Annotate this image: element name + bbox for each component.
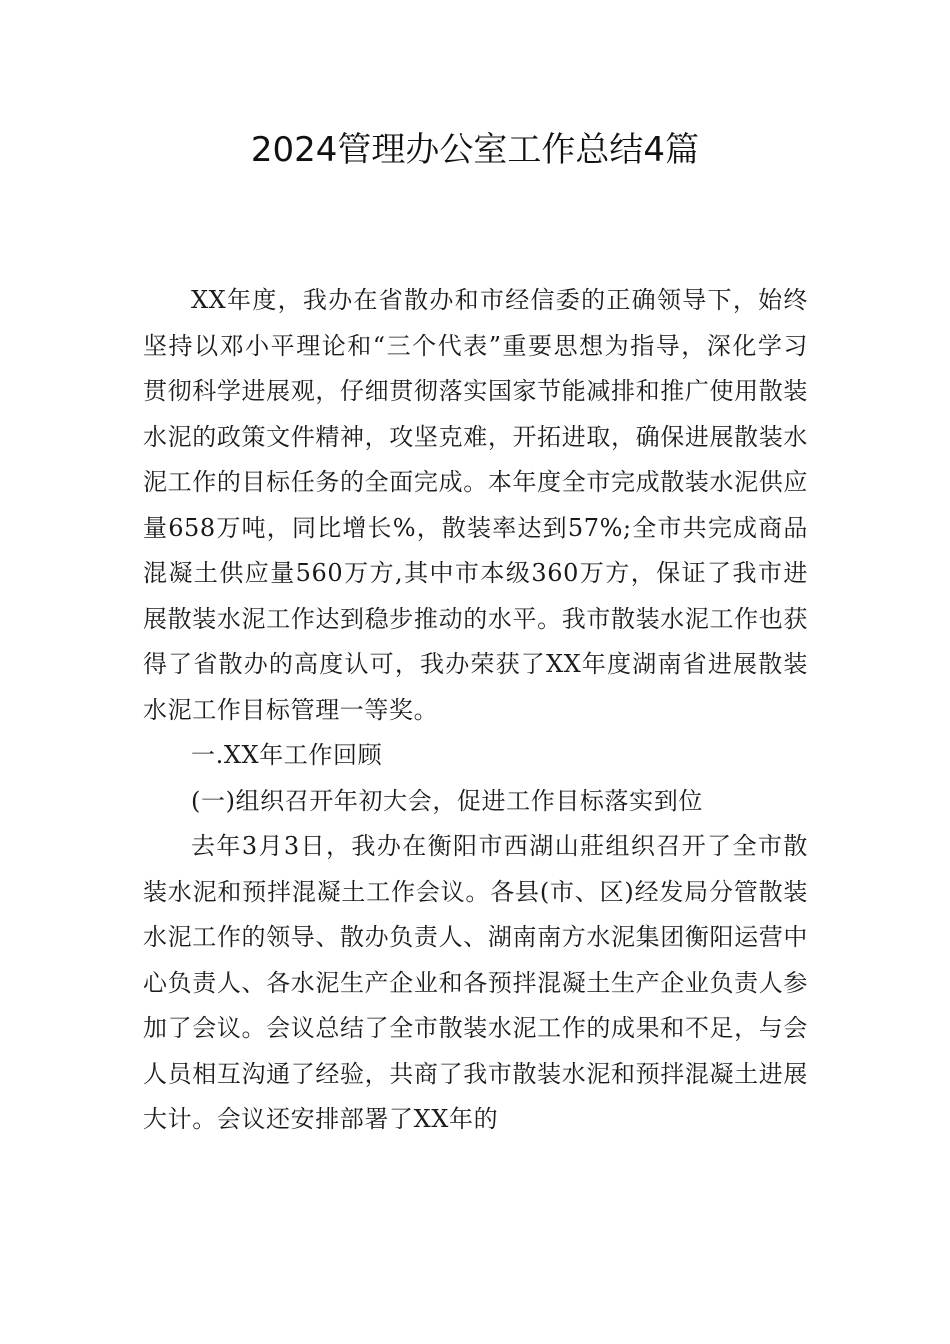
document-body [143, 278, 808, 1143]
subsection-paragraph: 去年3月3日，我办在衡阳市西湖山莊组织召开了全市散装水泥和预拌混凝土工作会议。各县(市、区)经发局分管散装水泥工作的领导、散办负责人、湖南南方水泥集团衡阳运营中心负责人、各水泥生产企业和各预拌混凝土生产企业负责人参加了会议。会议总结了全市散装水泥工作的成果和不足，与会人员相互沟通了经验，共商了我市散装水泥和预拌混凝土进展大计。会议还安排部署了XX年的 [143, 832, 808, 1133]
subsection-heading: (一)组织召开年初大会，促进工作目标落实到位 [191, 786, 703, 815]
section-heading: 一.XX年工作回顾 [191, 741, 383, 769]
intro-paragraph: XX年度，我办在省散办和市经信委的正确领导下，始终坚持以邓小平理论和“三个代表”重要思想为指导，深化学习贯彻科学进展观，仔细贯彻落实国家节能减排和推广使用散装水泥的政策文件精神，攻坚克难，开拓进取，确保进展散装水泥工作的目标任务的全面完成。本年度全市完成散装水泥供应量658万吨，同比增长%，散装率达到57%;全市共完成商品混凝土供应量560万方,其中市本级360万方，保证了我市进展散装水泥工作达到稳步推动的水平。我市散装水泥工作也获得了省散办的高度认可，我办荣获了XX年度湖南省进展散装水泥工作目标管理一等奖。 [143, 286, 808, 724]
document-title: 2024管理办公室工作总结4篇 [250, 130, 700, 170]
